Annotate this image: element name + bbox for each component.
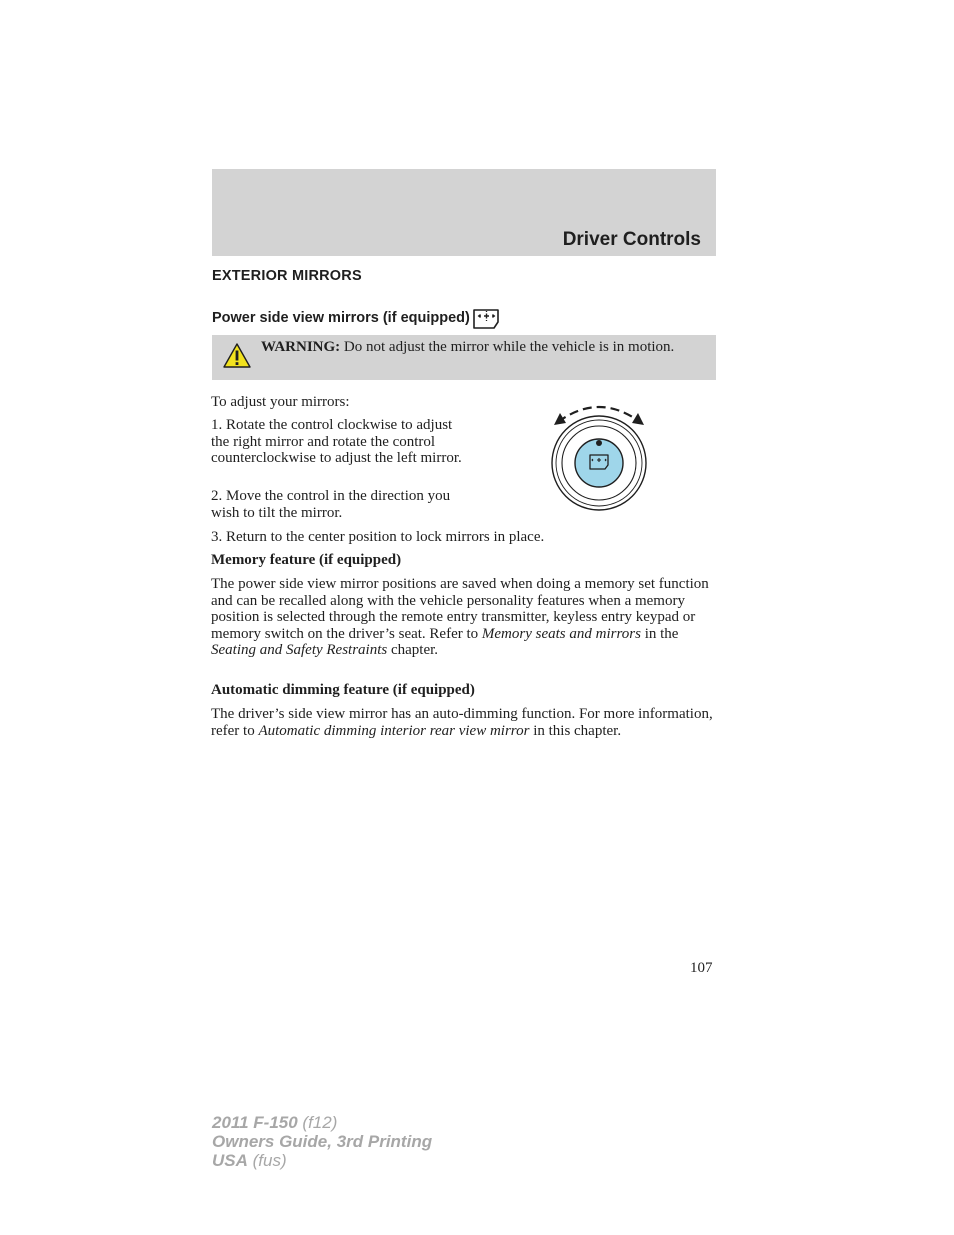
footer-line-1 <box>212 1113 432 1132</box>
section-title: EXTERIOR MIRRORS <box>212 268 362 284</box>
warning-label: WARNING: <box>261 339 341 355</box>
chapter-title: Driver Controls <box>562 229 701 250</box>
footer-market-code: (fus) <box>247 1151 287 1170</box>
subsection-title <box>212 306 501 330</box>
memory-body-text-2: in the <box>640 625 679 642</box>
control-knob-center <box>575 439 623 487</box>
adjust-step-3: 3. Return to the center position to lock mirrors in place. <box>211 529 545 545</box>
adjust-step-2: 2. Move the control in the direction you wish to tilt the mirror. <box>211 488 451 521</box>
dimming-body-text-1: The driver’s side view mirror has an auto-dimming function. For more information, refer to <box>211 706 713 739</box>
footer-model-code: (f12) <box>297 1113 338 1132</box>
dimming-body <box>211 706 716 739</box>
warning-box <box>212 335 716 380</box>
memory-ref-2: Seating and Safety Restraints <box>211 642 388 658</box>
footer-market: USA <box>212 1151 248 1170</box>
dimming-heading: Automatic dimming feature (if equipped) <box>211 682 475 698</box>
warning-text <box>261 339 701 355</box>
position-dot <box>596 440 602 446</box>
dimming-ref-1: Automatic dimming interior rear view mirror <box>258 722 530 739</box>
warning-triangle-icon <box>222 342 252 369</box>
footer-line-2: Owners Guide, 3rd Printing <box>212 1132 433 1151</box>
header-band <box>212 169 716 256</box>
mirror-icon <box>472 308 501 330</box>
memory-body <box>211 576 716 659</box>
memory-body-text-3: chapter. <box>387 642 439 658</box>
subsection-title-text: Power side view mirrors (if equipped) <box>212 310 470 326</box>
page-number: 107 <box>690 960 713 976</box>
adjust-step-1: 1. Rotate the control clockwise to adjust the right mirror and rotate the control counterclockwise to adjust the left mirror. <box>211 417 462 466</box>
memory-body-text-1: The power side view mirror positions are saved when doing a memory set function and can be recalled along with the vehicle personality features when a memory position is selected through the remote entry transmitter, keyless entry keypad or memory switch on the driver’s seat. Refer to <box>211 576 709 642</box>
memory-heading: Memory feature (if equipped) <box>211 552 402 568</box>
footer <box>212 1113 432 1170</box>
warning-message: Do not adjust the mirror while the vehicle is in motion. <box>340 339 675 355</box>
dimming-body-text-2: in this chapter. <box>529 722 622 739</box>
footer-line-3 <box>212 1151 432 1170</box>
adjust-intro: To adjust your mirrors: <box>211 394 350 410</box>
memory-ref-1: Memory seats and mirrors <box>481 625 641 642</box>
footer-model: 2011 F-150 <box>212 1113 298 1132</box>
mirror-control-diagram <box>546 396 652 512</box>
